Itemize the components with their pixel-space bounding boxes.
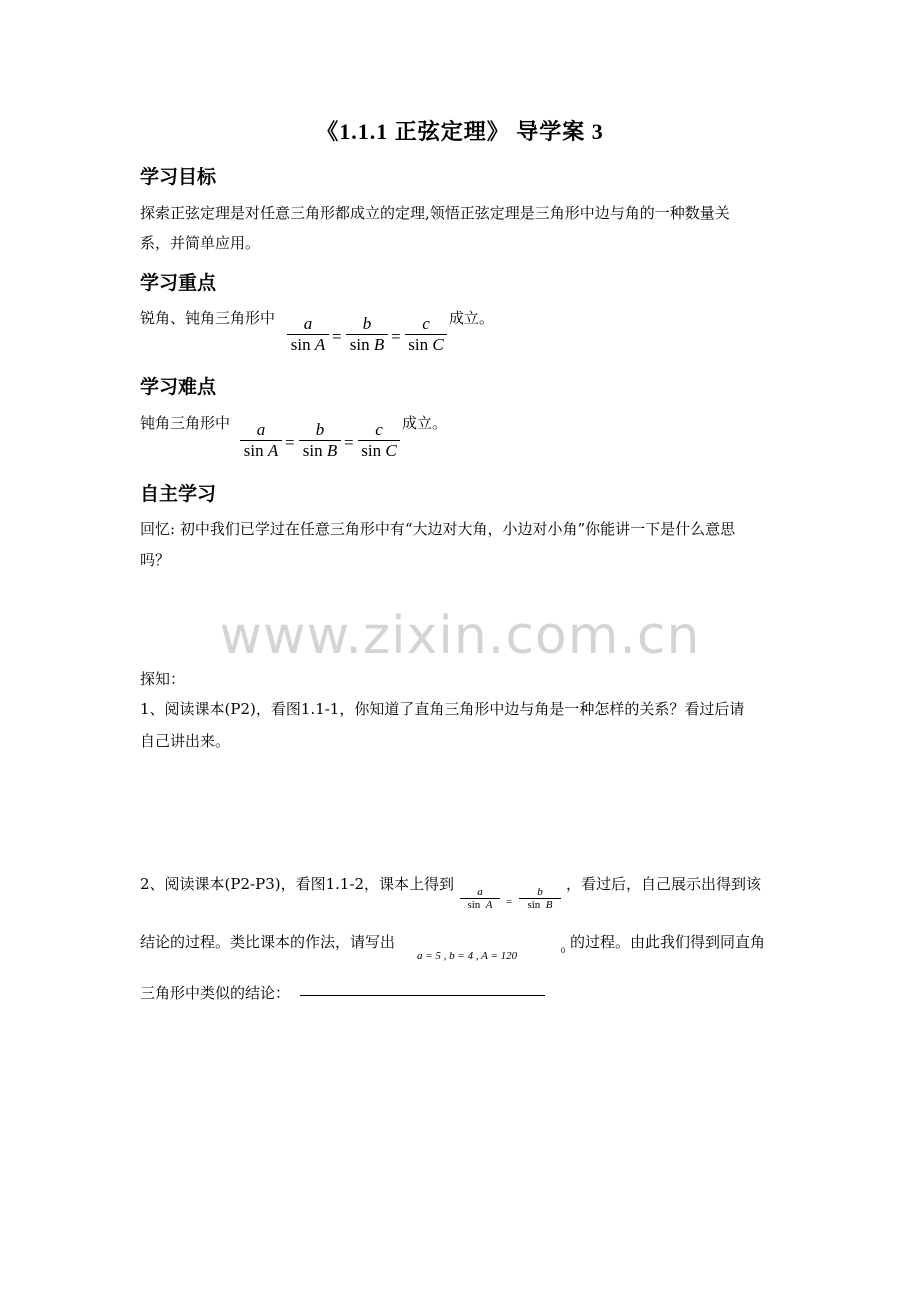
key-suffix: 成立。 bbox=[449, 309, 495, 327]
formula-fraction-c bbox=[358, 420, 400, 461]
explore-item2-suffix: ，看过后，自己展示出得到该 bbox=[566, 875, 762, 893]
difficulty-prefix: 钝角三角形中 bbox=[140, 414, 231, 432]
denominator: sin A bbox=[290, 335, 326, 354]
formula-fraction-b bbox=[299, 420, 341, 461]
answer-blank-line bbox=[300, 995, 545, 996]
explore-item2-line2-prefix: 结论的过程。类比课本的作法，请写出 bbox=[140, 933, 396, 951]
formula-fraction-a bbox=[240, 420, 282, 461]
explore-item2-line2-suffix: 的过程。由此我们得到同直角 bbox=[570, 933, 766, 951]
numerator: b bbox=[362, 314, 372, 333]
key-prefix: 锐角、钝角三角形中 bbox=[140, 309, 276, 327]
equals-sign: = bbox=[332, 327, 342, 346]
denominator: sin B bbox=[349, 335, 385, 354]
equals-sign: = bbox=[344, 433, 354, 452]
numerator: c bbox=[422, 314, 430, 333]
degree-mark: 0 bbox=[561, 946, 565, 955]
explore-item1-line2: 自己讲出来。 bbox=[140, 732, 231, 750]
numerator: b bbox=[537, 886, 543, 898]
equals-sign: = bbox=[506, 896, 513, 908]
explore-item2-prefix: 2、阅读课本(P2-P3)，看图1.1-2，课本上得到 bbox=[140, 875, 455, 893]
small-fraction-b bbox=[519, 886, 561, 911]
formula-fraction-b bbox=[346, 314, 388, 355]
goal-text-line2: 系，并简单应用。 bbox=[140, 234, 261, 252]
small-fraction-a bbox=[460, 886, 500, 911]
denominator: sin A bbox=[467, 899, 493, 911]
explore-item2-line3: 三角形中类似的结论： bbox=[140, 984, 291, 1002]
numerator: a bbox=[477, 886, 483, 898]
numerator: b bbox=[315, 420, 325, 439]
explore-item1-line1: 1、阅读课本(P2)，看图1.1-1，你知道了直角三角形中边与角是一种怎样的关系？看过后请 bbox=[140, 700, 745, 718]
formula-fraction-a bbox=[287, 314, 329, 355]
equals-sign: = bbox=[391, 327, 401, 346]
page-title: 《1.1.1 正弦定理》 导学案 3 bbox=[316, 119, 604, 144]
denominator: sin B bbox=[527, 899, 553, 911]
self-study-line2: 吗？ bbox=[140, 551, 171, 569]
numerator: a bbox=[303, 314, 313, 333]
denominator: sin A bbox=[243, 441, 279, 460]
goal-text-line1: 探索正弦定理是对任意三角形都成立的定理,领悟正弦定理是三角形中边与角的一种数量关 bbox=[140, 204, 730, 222]
denominator: sin C bbox=[408, 335, 444, 354]
denominator: sin B bbox=[302, 441, 338, 460]
difficulty-suffix: 成立。 bbox=[402, 414, 448, 432]
watermark: www.zixin.com.cn bbox=[219, 606, 701, 666]
section-heading-key: 学习重点 bbox=[140, 272, 217, 294]
section-heading-self-study: 自主学习 bbox=[140, 483, 217, 505]
equals-sign: = bbox=[285, 433, 295, 452]
section-heading-goal: 学习目标 bbox=[140, 166, 217, 188]
section-heading-difficulty: 学习难点 bbox=[140, 376, 217, 398]
condition-expression: a = 5 , b = 4 , A = 120 bbox=[417, 950, 518, 962]
numerator: c bbox=[375, 420, 383, 439]
denominator: sin C bbox=[361, 441, 397, 460]
formula-fraction-c bbox=[405, 314, 447, 355]
explore-label: 探知： bbox=[140, 670, 186, 688]
numerator: a bbox=[256, 420, 266, 439]
self-study-line1: 回忆: 初中我们已学过在任意三角形中有“大边对大角，小边对小角”你能讲一下是什么意思 bbox=[140, 520, 736, 538]
